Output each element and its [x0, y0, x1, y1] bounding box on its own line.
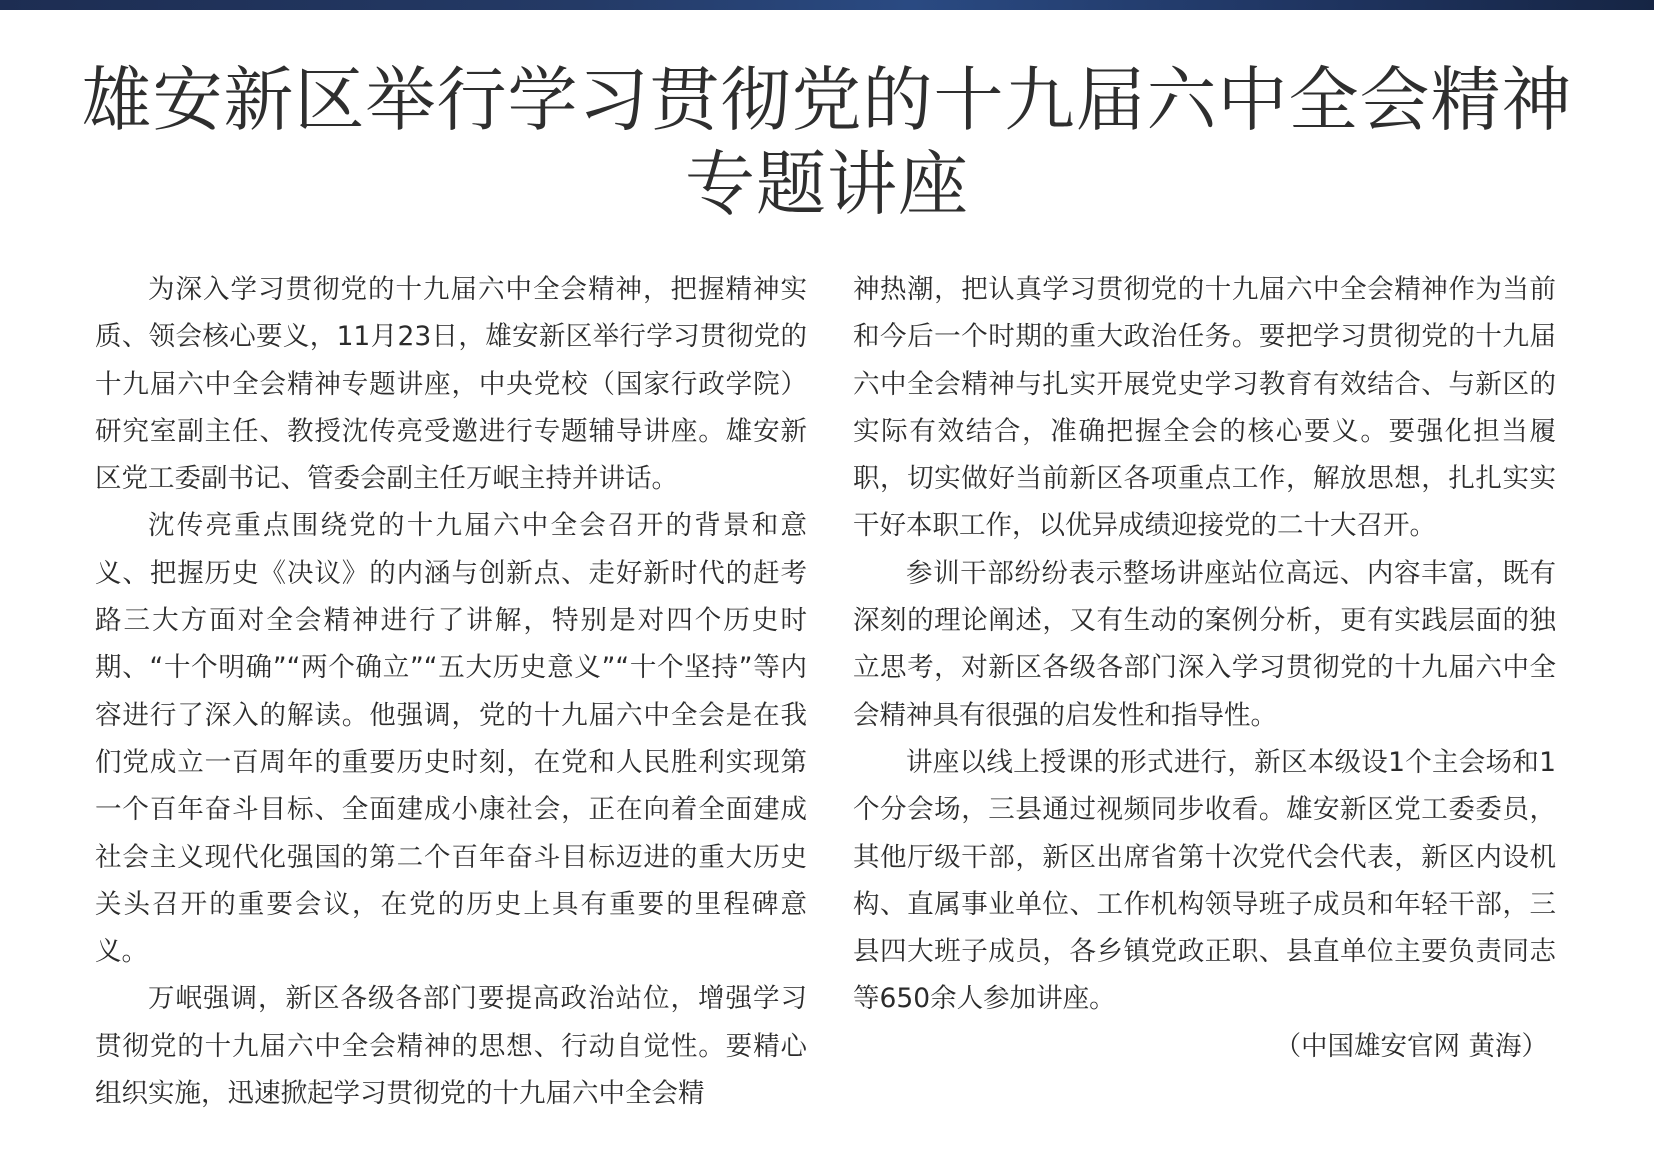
article-paragraph-5: 讲座以线上授课的形式进行，新区本级设1个主会场和1个分会场，三县通过视频同步收看。雄安新区党工委委员，其他厅级干部，新区出席省第十次党代会代表，新区内设机构、直属事业单位、工作机构领导班子成员和年轻干部，三县四大班子成员，各乡镇党政正职、县直单位主要负责同志等650余人参加讲座。 [853, 746, 1556, 1015]
article-column-left [95, 266, 807, 1118]
article-paragraph-2: 沈传亮重点围绕党的十九届六中全会召开的背景和意义、把握历史《决议》的内涵与创新点、走好新时代的赶考路三大方面对全会精神进行了讲解，特别是对四个历史时期、“十个明确”“两个确立”“五大历史意义”“十个坚持”等内容进行了深入的解读。他强调，党的十九届六中全会是在我们党成立一百周年的重要历史时刻，在党和人民胜利实现第一个百年奋斗目标、全面建成小康社会，正在向着全面建成社会主义现代化强国的第二个百年奋斗目标迈进的重大历史关头召开的重要会议，在党的历史上具有重要的里程碑意义。 [95, 510, 807, 968]
article-title-line-2: 专题讲座 [685, 143, 969, 225]
article-title [60, 58, 1594, 226]
article-paragraph-3-continued: 神热潮，把认真学习贯彻党的十九届六中全会精神作为当前和今后一个时期的重大政治任务。要把学习贯彻党的十九届六中全会精神与扎实开展党史学习教育有效结合、与新区的实际有效结合，准确把握全会的核心要义。要强化担当履职，切实做好当前新区各项重点工作，解放思想，扎扎实实干好本职工作，以优异成绩迎接党的二十大召开。 [853, 274, 1556, 542]
top-accent-bar [0, 0, 1654, 10]
article-paragraph-3: 万岷强调，新区各级各部门要提高政治站位，增强学习贯彻党的十九届六中全会精神的思想、行动自觉性。要精心组织实施，迅速掀起学习贯彻党的十九届六中全会精 [95, 983, 807, 1110]
article-source: （中国雄安官网 黄海） [1274, 1030, 1548, 1062]
article-paragraph-1: 为深入学习贯彻党的十九届六中全会精神，把握精神实质、领会核心要义，11月23日，雄安新区举行学习贯彻党的十九届六中全会精神专题讲座，中央党校（国家行政学院）研究室副主任、教授沈传亮受邀进行专题辅导讲座。雄安新区党工委副书记、管委会副主任万岷主持并讲话。 [95, 274, 807, 495]
article-paragraph-4: 参训干部纷纷表示整场讲座站位高远、内容丰富，既有深刻的理论阐述，又有生动的案例分析，更有实践层面的独立思考，对新区各级各部门深入学习贯彻党的十九届六中全会精神具有很强的启发性和指导性。 [853, 557, 1556, 731]
article-column-right [853, 266, 1556, 1118]
article-title-line-1: 雄安新区举行学习贯彻党的十九届六中全会精神 [81, 59, 1573, 141]
